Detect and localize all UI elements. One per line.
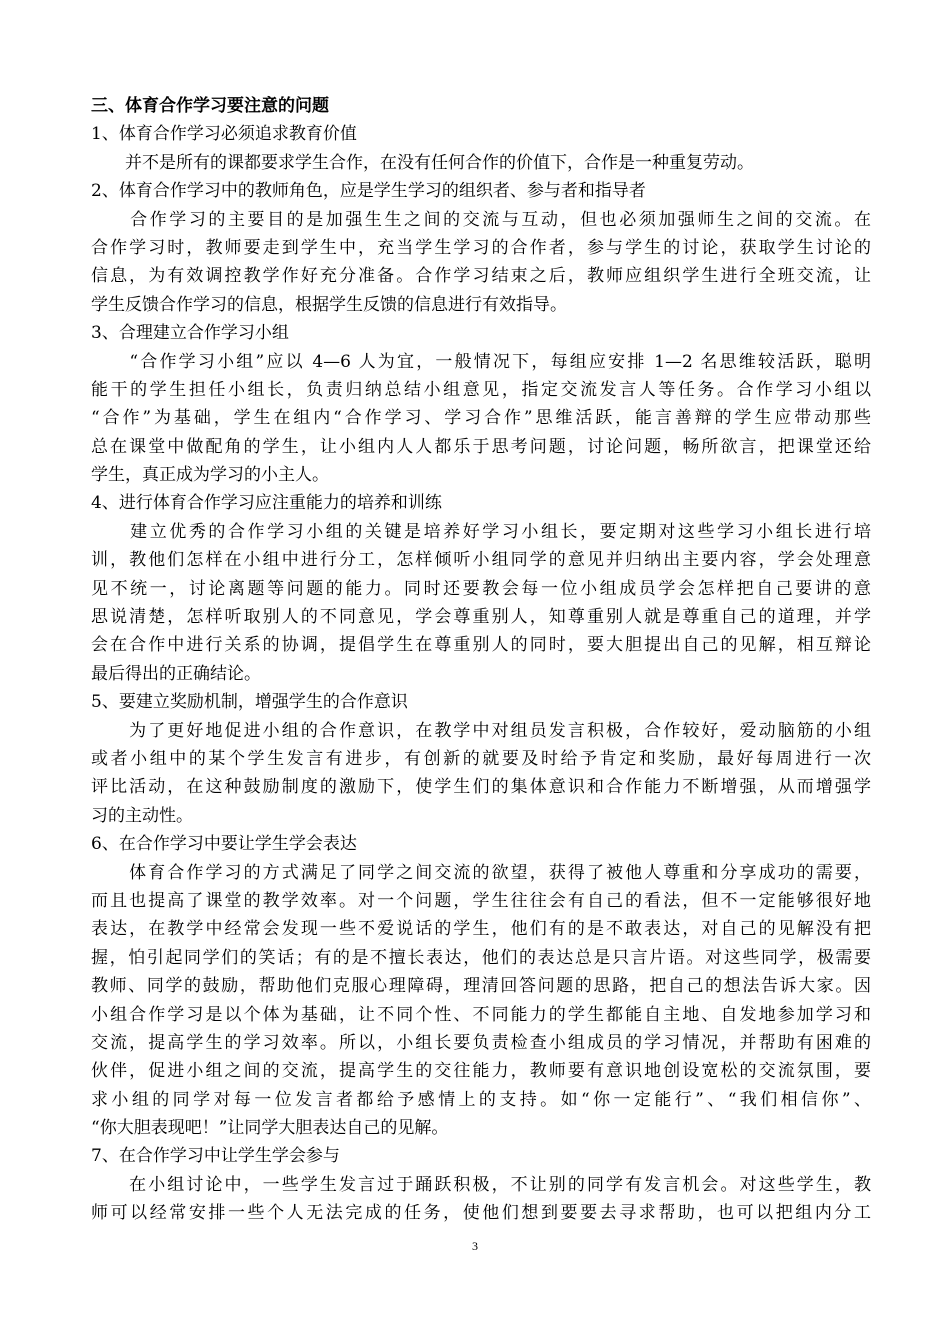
paragraph-end-line: 学生反馈合作学习的信息，根据学生反馈的信息进行有效指导。: [91, 294, 567, 315]
body-line: 思说清楚，怎样听取别人的不同意见，学会尊重别人，知尊重别人就是尊重自己的道理，并学: [91, 607, 871, 628]
paragraph-end-line: 学生，真正成为学习的小主人。: [91, 465, 329, 486]
body-line: 总在课堂中做配角的学生，让小组内人人都乐于思考问题，讨论问题，畅所欲言，把课堂还给: [91, 436, 871, 457]
body-line: 握，怕引起同学们的笑话；有的是不擅长表达，他们的表达总是只言片语。对这些同学，极需要: [91, 947, 871, 968]
body-line: 小组合作学习是以个体为基础，让不同个性、不同能力的学生都能自主地、自发地参加学习和: [91, 1004, 871, 1025]
body-line: “合作学习小组”应以 4—6 人为宜，一般情况下，每组应安排 1—2 名思维较活跃，聪明: [91, 351, 871, 372]
paragraph-end-line: 最后得出的正确结论。: [91, 663, 261, 684]
page-number: 3: [472, 1239, 478, 1253]
body-line: 合作学习的主要目的是加强生生之间的交流与互动，但也必须加强师生之间的交流。在: [91, 209, 871, 230]
body-line: 师可以经常安排一些个人无法完成的任务，使他们想到要要去寻求帮助，也可以把组内分工: [91, 1203, 871, 1224]
body-line: 伙伴，促进小组之间的交流，提高学生的交往能力，教师要有意识地创设宽松的交流氛围，要: [91, 1061, 871, 1082]
paragraph-end-line: “你大胆表现吧！”让同学大胆表达自己的见解。: [91, 1118, 449, 1139]
body-line: “合作”为基础，学生在组内“合作学习、学习合作”思维活跃，能言善辩的学生应带动那些: [91, 408, 871, 429]
subsection-heading: 7、在合作学习中让学生学会参与: [91, 1146, 340, 1167]
body-line: 能干的学生担任小组长，负责归纳总结小组意见，指定交流发言人等任务。合作学习小组以: [91, 379, 871, 400]
section-heading: 三、体育合作学习要注意的问题: [91, 96, 329, 116]
body-line: 见不统一，讨论离题等问题的能力。同时还要教会每一位小组成员学会怎样把自己要讲的意: [91, 578, 871, 599]
body-line: 建立优秀的合作学习小组的关键是培养好学习小组长，要定期对这些学习小组长进行培: [91, 521, 871, 542]
subsection-heading: 2、体育合作学习中的教师角色，应是学生学习的组织者、参与者和指导者: [91, 181, 646, 202]
subsection-heading: 5、要建立奖励机制，增强学生的合作意识: [91, 692, 408, 713]
document-body: [91, 92, 871, 1228]
body-line: 而且也提高了课堂的教学效率。对一个问题，学生往往会有自己的看法，但不一定能够很好地: [91, 890, 871, 911]
body-line: 评比活动，在这种鼓励制度的激励下，使学生们的集体意识和合作能力不断增强，从而增强学: [91, 777, 871, 798]
body-line: 教师、同学的鼓励，帮助他们克服心理障碍，理清回答问题的思路，把自己的想法告诉大家。因: [91, 976, 871, 997]
body-line: 在小组讨论中，一些学生发言过于踊跃积极，不让别的同学有发言机会。对这些学生，教: [91, 1174, 871, 1195]
body-line: 训，教他们怎样在小组中进行分工，怎样倾听小组同学的意见并归纳出主要内容，学会处理意: [91, 550, 871, 571]
body-line: 会在合作中进行关系的协调，提倡学生在尊重别人的同时，要大胆提出自己的见解，相互辩论: [91, 635, 871, 656]
body-line: 表达，在教学中经常会发现一些不爱说话的学生，他们有的是不敢表达，对自己的见解没有把: [91, 919, 871, 940]
body-line: 或者小组中的某个学生发言有进步，有创新的就要及时给予肯定和奖励，最好每周进行一次: [91, 748, 871, 769]
subsection-heading: 3、合理建立合作学习小组: [91, 323, 289, 344]
subsection-heading: 6、在合作学习中要让学生学会表达: [91, 834, 357, 855]
body-line: 信息，为有效调控教学作好充分准备。合作学习结束之后，教师应组织学生进行全班交流，让: [91, 266, 871, 287]
body-line: 体育合作学习的方式满足了同学之间交流的欲望，获得了被他人尊重和分享成功的需要，: [91, 862, 871, 883]
subsection-heading: 4、进行体育合作学习应注重能力的培养和训练: [91, 493, 442, 514]
paragraph-end-line: 并不是所有的课都要求学生合作，在没有任何合作的价值下，合作是一种重复劳动。: [91, 152, 754, 173]
body-line: 求小组的同学对每一位发言者都给予感情上的支持。如“你一定能行”、“我们相信你”、: [91, 1089, 871, 1110]
body-line: 合作学习时，教师要走到学生中，充当学生学习的合作者，参与学生的讨论，获取学生讨论的: [91, 237, 871, 258]
paragraph-end-line: 习的主动性。: [91, 805, 193, 826]
subsection-heading: 1、体育合作学习必须追求教育价值: [91, 124, 357, 145]
body-line: 为了更好地促进小组的合作意识，在教学中对组员发言积极，合作较好，爱动脑筋的小组: [91, 720, 871, 741]
body-line: 交流，提高学生的学习效率。所以，小组长要负责检查小组成员的学习情况，并帮助有困难的: [91, 1032, 871, 1053]
